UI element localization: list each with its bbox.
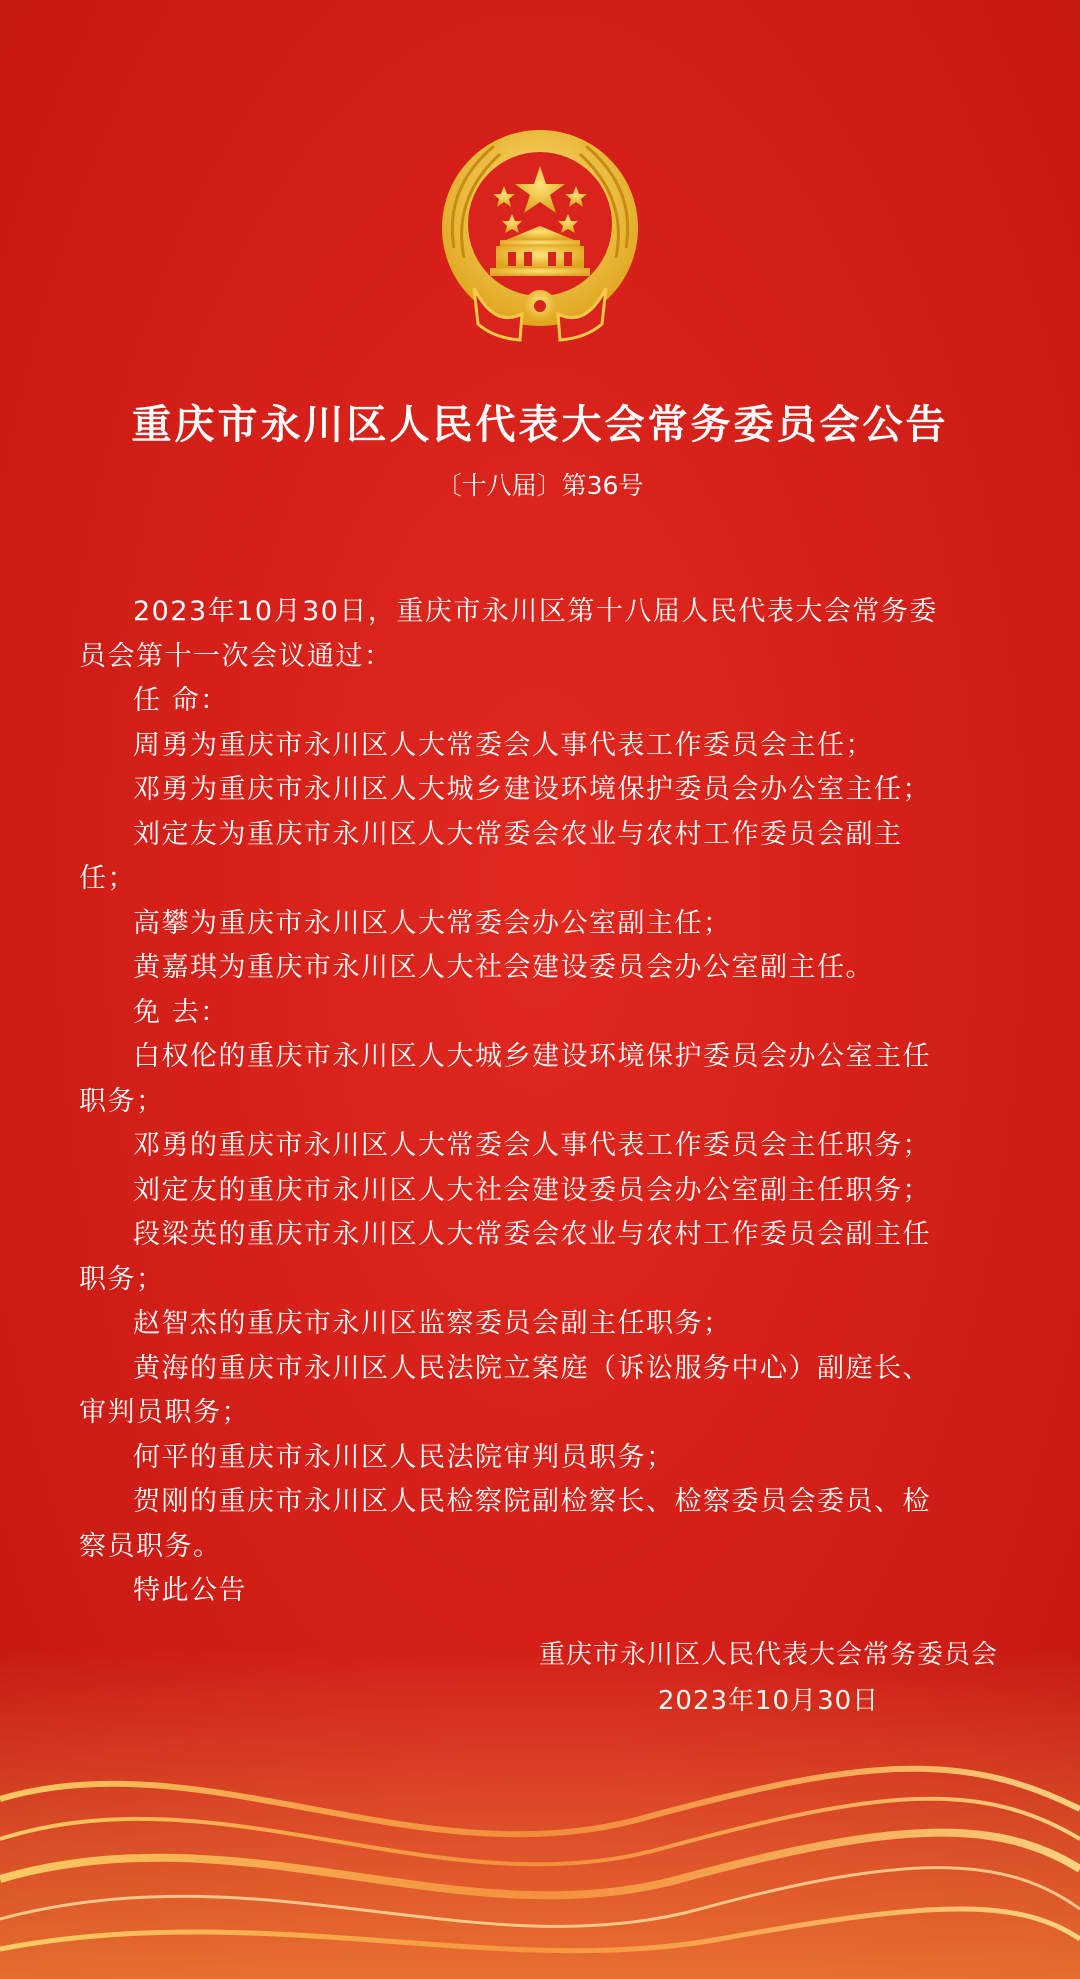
removal-item: 白权伦的重庆市永川区人大城乡建设环境保护委员会办公室主任 xyxy=(133,1041,931,1072)
announcement-body xyxy=(79,590,1009,1614)
removal-item: 贺刚的重庆市永川区人民检察院副检察长、检察委员会委员、检 xyxy=(133,1486,931,1517)
document-number: 〔十八届〕第36号 xyxy=(436,471,644,500)
intro-line: 员会第十一次会议通过： xyxy=(79,640,393,672)
intro-line: 2023年10月30日，重庆市永川区第十八届人民代表大会常务委 xyxy=(133,596,938,627)
removal-item: 职务； xyxy=(79,1085,165,1117)
removal-item: 段梁英的重庆市永川区人大常委会农业与农村工作委员会副主任 xyxy=(133,1219,931,1250)
closing-line: 特此公告 xyxy=(133,1575,247,1606)
appointment-item: 周勇为重庆市永川区人大常委会人事代表工作委员会主任； xyxy=(133,729,874,761)
removal-item: 审判员职务； xyxy=(79,1397,250,1428)
appointment-item: 刘定友为重庆市永川区人大常委会农业与农村工作委员会副主 xyxy=(133,818,903,850)
appointment-item: 任； xyxy=(79,863,136,894)
removal-item: 黄海的重庆市永川区人民法院立案庭（诉讼服务中心）副庭长、 xyxy=(133,1352,931,1384)
national-emblem-icon xyxy=(434,128,646,350)
removal-item: 刘定友的重庆市永川区人大社会建设委员会办公室副主任职务； xyxy=(133,1174,931,1206)
removal-item: 邓勇的重庆市永川区人大常委会人事代表工作委员会主任职务； xyxy=(133,1130,931,1161)
removal-item: 何平的重庆市永川区人民法院审判员职务； xyxy=(133,1441,675,1473)
decorative-wave xyxy=(0,1649,1080,1979)
remove-heading: 免 去： xyxy=(133,996,229,1028)
removal-item: 赵智杰的重庆市永川区监察委员会副主任职务； xyxy=(133,1308,732,1339)
appointment-item: 高攀为重庆市永川区人大常委会办公室副主任； xyxy=(133,907,732,939)
page-title: 重庆市永川区人民代表大会常务委员会公告 xyxy=(131,402,949,448)
removal-item: 察员职务。 xyxy=(79,1530,222,1562)
appointment-item: 黄嘉琪为重庆市永川区人大社会建设委员会办公室副主任。 xyxy=(133,952,874,983)
appoint-heading: 任 命： xyxy=(133,685,229,716)
removal-item: 职务； xyxy=(79,1263,165,1295)
appointment-item: 邓勇为重庆市永川区人大城乡建设环境保护委员会办公室主任； xyxy=(133,774,931,805)
